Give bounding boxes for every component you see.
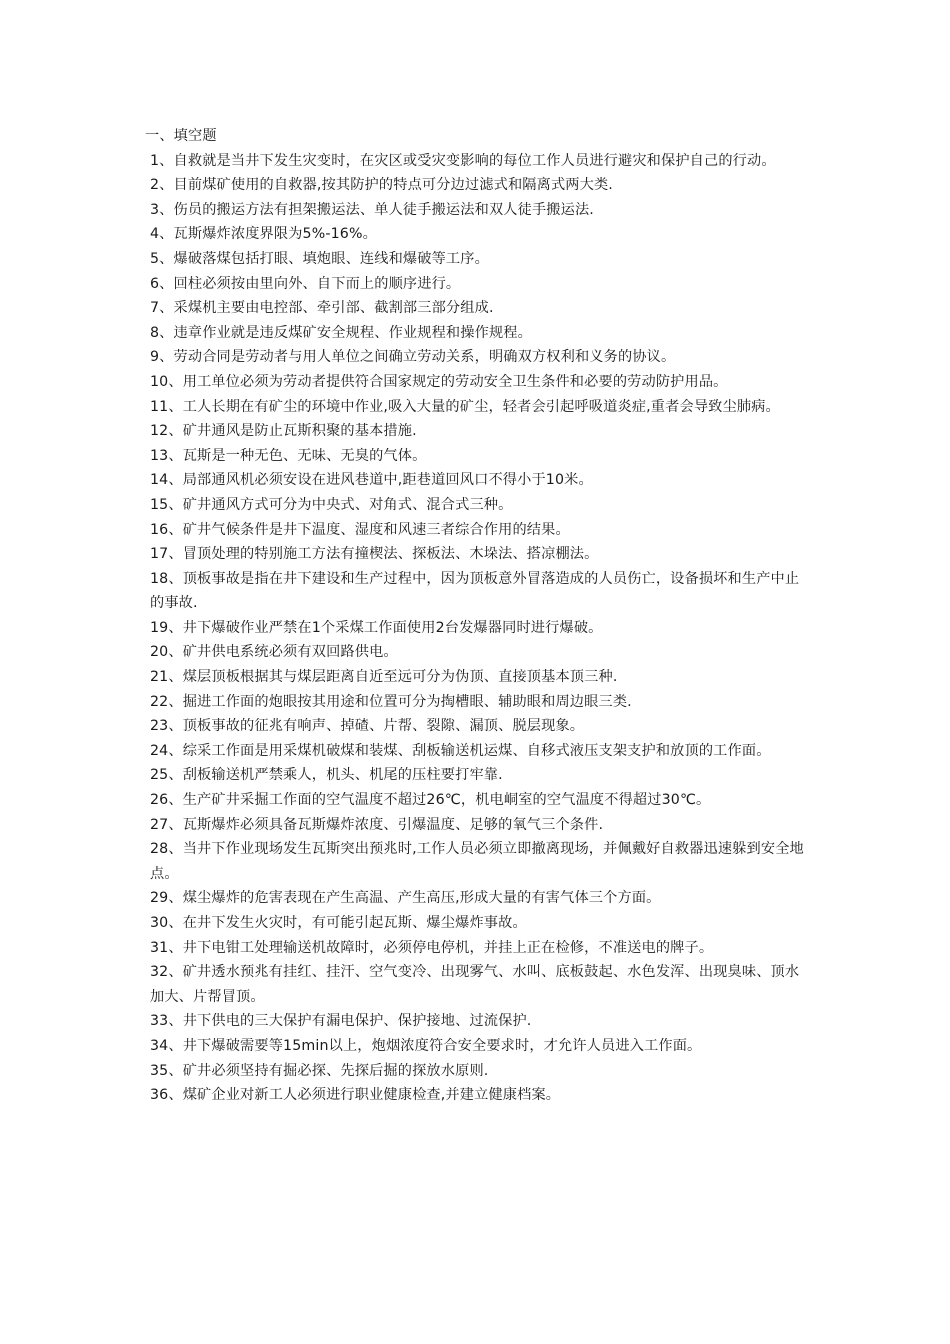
list-item: 16、矿井气候条件是井下温度、湿度和风速三者综合作用的结果。 xyxy=(150,521,570,538)
list-item: 18、顶板事故是指在井下建设和生产过程中，因为顶板意外冒落造成的人员伤亡，设备损坏和生产中止的事故. xyxy=(150,570,800,612)
list-item: 1、自救就是当井下发生灾变时，在灾区或受灾变影响的每位工作人员进行避灾和保护自己的行动。 xyxy=(150,152,776,169)
section-title: 一、填空题 xyxy=(145,128,217,144)
list-item: 4、瓦斯爆炸浓度界限为5%-16%。 xyxy=(150,226,377,243)
list-item: 5、爆破落煤包括打眼、填炮眼、连线和爆破等工序。 xyxy=(150,250,489,267)
list-item: 33、井下供电的三大保护有漏电保护、保护接地、过流保护. xyxy=(150,1013,532,1030)
list-item: 34、井下爆破需要等15min以上，炮烟浓度符合安全要求时，才允许人员进入工作面。 xyxy=(150,1037,702,1054)
list-item: 3、伤员的搬运方法有担架搬运法、单人徒手搬运法和双人徒手搬运法. xyxy=(150,201,594,218)
list-item: 36、煤矿企业对新工人必须进行职业健康检查,并建立健康档案。 xyxy=(150,1087,561,1104)
document-body xyxy=(145,124,810,1108)
list-item: 28、当井下作业现场发生瓦斯突出预兆时,工作人员必须立即撤离现场，并佩戴好自救器迅速躲到安全地点。 xyxy=(150,841,804,882)
list-item: 29、煤尘爆炸的危害表现在产生高温、产生高压,形成大量的有害气体三个方面。 xyxy=(150,890,661,907)
list-item: 21、煤层顶板根据其与煤层距离自近至远可分为伪顶、直接顶基本顶三种. xyxy=(150,669,618,686)
list-item: 14、局部通风机必须安设在进风巷道中,距巷道回风口不得小于10米。 xyxy=(150,472,593,489)
list-item: 25、刮板输送机严禁乘人，机头、机尾的压柱要打牢靠. xyxy=(150,767,503,784)
list-item: 23、顶板事故的征兆有响声、掉碴、片帮、裂隙、漏顶、脱层现象。 xyxy=(150,718,585,735)
list-item: 27、瓦斯爆炸必须具备瓦斯爆炸浓度、引爆温度、足够的氧气三个条件. xyxy=(150,816,604,833)
list-item: 12、矿井通风是防止瓦斯积聚的基本措施. xyxy=(150,423,417,440)
list-item: 35、矿井必须坚持有掘必探、先探后掘的探放水原则. xyxy=(150,1062,489,1079)
list-item: 26、生产矿井采掘工作面的空气温度不超过26℃，机电峒室的空气温度不得超过30℃。 xyxy=(150,792,711,809)
list-item: 20、矿井供电系统必须有双回路供电。 xyxy=(150,644,398,661)
list-item: 13、瓦斯是一种无色、无味、无臭的气体。 xyxy=(150,447,427,464)
list-item: 2、目前煤矿使用的自救器,按其防护的特点可分边过滤式和隔离式两大类. xyxy=(150,177,613,194)
list-item: 7、采煤机主要由电控部、牵引部、截割部三部分组成. xyxy=(150,300,494,317)
list-item: 6、回柱必须按由里向外、自下而上的顺序进行。 xyxy=(150,275,461,292)
list-item: 10、用工单位必须为劳动者提供符合国家规定的劳动安全卫生条件和必要的劳动防护用品。 xyxy=(150,373,728,390)
list-item: 31、井下电钳工处理输送机故障时，必须停电停机，并挂上正在检修，不准送电的牌子。 xyxy=(150,939,714,956)
list-item: 9、劳动合同是劳动者与用人单位之间确立劳动关系，明确双方权利和义务的协议。 xyxy=(150,349,676,366)
list-item: 24、综采工作面是用采煤机破煤和装煤、刮板输送机运煤、自移式液压支架支护和放顶的工作面。 xyxy=(150,742,771,759)
list-item: 30、在井下发生火灾时，有可能引起瓦斯、爆尘爆炸事故。 xyxy=(150,915,527,931)
list-item: 32、矿井透水预兆有挂红、挂汗、空气变冷、出现雾气、水叫、底板鼓起、水色发浑、出现臭味、顶水加大、片帮冒顶。 xyxy=(150,964,800,1005)
list-item: 11、工人长期在有矿尘的环境中作业,吸入大量的矿尘，轻者会引起呼吸道炎症,重者会导致尘肺病。 xyxy=(150,398,780,415)
list-item: 19、井下爆破作业严禁在1个采煤工作面使用2台发爆器同时进行爆破。 xyxy=(150,619,603,636)
list-item: 8、违章作业就是违反煤矿安全规程、作业规程和操作规程。 xyxy=(150,324,532,341)
question-list xyxy=(145,149,810,1108)
list-item: 22、掘进工作面的炮眼按其用途和位置可分为掏槽眼、辅助眼和周边眼三类. xyxy=(150,693,632,710)
list-item: 15、矿井通风方式可分为中央式、对角式、混合式三种。 xyxy=(150,496,513,513)
list-item: 17、冒顶处理的特别施工方法有撞楔法、探板法、木垛法、搭凉棚法。 xyxy=(150,546,599,563)
